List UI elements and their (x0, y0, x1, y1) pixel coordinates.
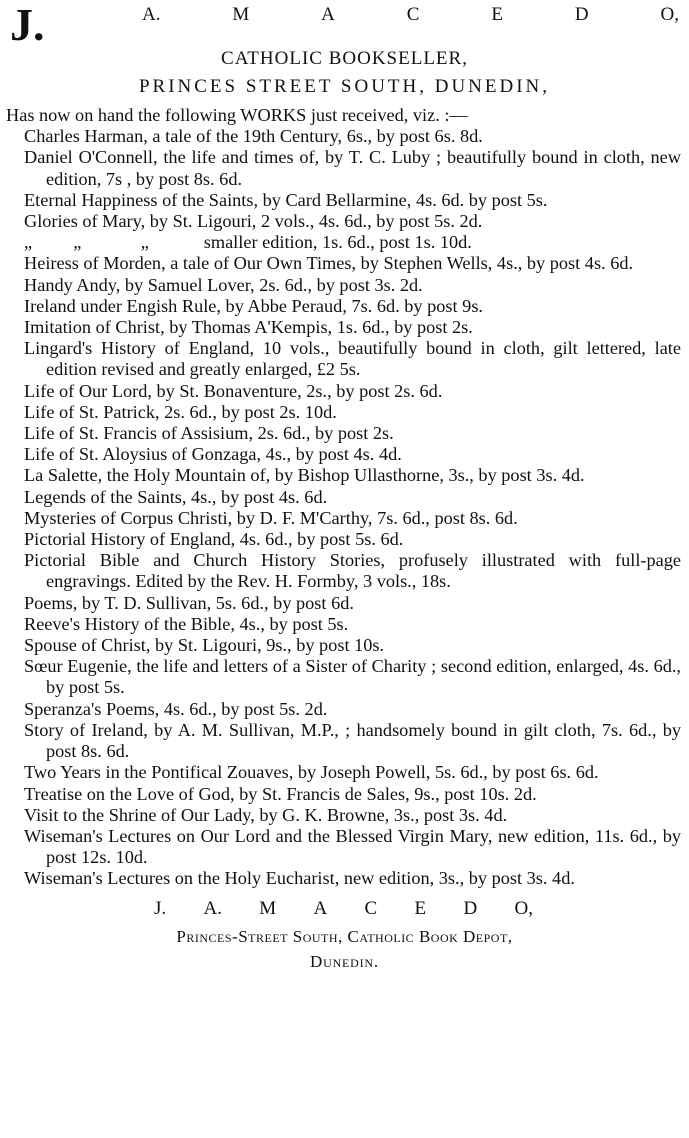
book-entry: Wiseman's Lectures on Our Lord and the Blessed Virgin Mary, new edition, 11s. 6d., by post 12s. 10d. (24, 825, 681, 868)
book-entry: Charles Harman, a tale of the 19th Century, 6s., by post 6s. 8d. (24, 126, 483, 147)
book-entry: Eternal Happiness of the Saints, by Card Bellarmine, 4s. 6d. by post 5s. (24, 189, 548, 210)
book-entry: Life of Our Lord, by St. Bonaventure, 2s., by post 2s. 6d. (24, 380, 443, 401)
book-entry: Story of Ireland, by A. M. Sullivan, M.P., ; handsomely bound in gilt cloth, 7s. 6d., by post 8s. 6d. (24, 719, 681, 762)
footer-letter: A. (203, 897, 222, 919)
shop-address: PRINCES STREET SOUTH, DUNEDIN, (138, 76, 551, 97)
intro-line: Has now on hand the following WORKS just received, viz. :— (6, 105, 468, 125)
book-entry: Life of St. Patrick, 2s. 6d., by post 2s. 10d. (24, 401, 337, 422)
book-entry: Sœur Eugenie, the life and letters of a Sister of Charity ; second edition, enlarged, 4s. 6d., by post 5s. (24, 656, 681, 698)
masthead-letter: E (491, 4, 503, 25)
book-entry: Wiseman's Lectures on the Holy Eucharist, new edition, 3s., by post 3s. 4d. (24, 868, 575, 889)
book-entry: Pictorial History of England, 4s. 6d., by post 5s. 6d. (24, 529, 404, 550)
book-entry: Pictorial Bible and Church History Stories, profusely illustrated with full-page engravings. Edited by the Rev. H. Formby, 3 vols., 18s. (24, 550, 681, 592)
book-entry: Life of St. Aloysius of Gonzaga, 4s., by post 4s. 4d. (24, 444, 402, 465)
book-entry: Daniel O'Connell, the life and times of, by T. C. Luby ; beautifully bound in cloth, new edition, 7s , by post 8s. 6d. (24, 147, 681, 189)
book-entry: „ „ „ smaller edition, 1s. 6d., post 1s. 10d. (24, 232, 472, 253)
masthead-letter: D (574, 4, 589, 25)
footer-letter: M (259, 897, 277, 919)
footer-letter: C (364, 897, 378, 919)
book-list (6, 126, 683, 889)
footer-letter: E (414, 897, 427, 919)
book-entry: Visit to the Shrine of Our Lady, by G. K. Browne, 3s., post 3s. 4d. (24, 804, 508, 825)
book-entry: Glories of Mary, by St. Ligouri, 2 vols., 4s. 6d., by post 5s. 2d. (24, 211, 483, 232)
footer-address: Princes-Street South, Catholic Book Depot, (176, 926, 513, 946)
masthead-name (142, 4, 679, 26)
book-entry: Lingard's History of England, 10 vols., beautifully bound in cloth, gilt lettered, late edition revised and greatly enlarged, £2 5s. (24, 338, 681, 380)
book-entry: Two Years in the Pontifical Zouaves, by Joseph Powell, 5s. 6d., by post 6s. 6d. (24, 762, 599, 783)
footer-letter: J. (154, 897, 167, 919)
book-entry: Reeve's History of the Bible, 4s., by post 5s. (24, 613, 349, 634)
masthead (6, 0, 683, 48)
footer-letter: A (313, 897, 328, 919)
book-entry: Mysteries of Corpus Christi, by D. F. M'Carthy, 7s. 6d., post 8s. 6d. (24, 507, 518, 528)
book-entry: Speranza's Poems, 4s. 6d., by post 5s. 2d. (24, 698, 328, 719)
book-entry: Imitation of Christ, by Thomas A'Kempis, 1s. 6d., by post 2s. (24, 317, 473, 338)
footer-letter: D (463, 897, 478, 919)
masthead-letter: A (321, 4, 335, 25)
masthead-letter: M (232, 4, 250, 25)
footer-name (154, 896, 533, 922)
subtitle: CATHOLIC BOOKSELLER, (221, 48, 468, 69)
footer-city: Dunedin. (310, 951, 379, 971)
book-entry: Heiress of Morden, a tale of Our Own Times, by Stephen Wells, 4s., by post 4s. 6d. (24, 253, 634, 274)
masthead-letter: O, (660, 4, 679, 25)
book-entry: Ireland under Engish Rule, by Abbe Peraud, 7s. 6d. by post 9s. (24, 295, 484, 316)
masthead-letter: A. (142, 4, 161, 25)
book-entry: Handy Andy, by Samuel Lover, 2s. 6d., by post 3s. 2d. (24, 274, 423, 295)
book-entry: Life of St. Francis of Assisium, 2s. 6d., by post 2s. (24, 423, 394, 444)
footer-letter: O, (514, 897, 533, 919)
book-entry: Treatise on the Love of God, by St. Francis de Sales, 9s., post 10s. 2d. (24, 783, 537, 804)
book-entry: Legends of the Saints, 4s., by post 4s. 6d. (24, 486, 328, 507)
masthead-letter: C (406, 4, 420, 25)
book-entry: Poems, by T. D. Sullivan, 5s. 6d., by post 6d. (24, 592, 354, 613)
drop-initial: J. (10, 0, 45, 50)
book-entry: Spouse of Christ, by St. Ligouri, 9s., by post 10s. (24, 635, 385, 656)
book-entry: La Salette, the Holy Mountain of, by Bishop Ullasthorne, 3s., by post 3s. 4d. (24, 465, 585, 486)
